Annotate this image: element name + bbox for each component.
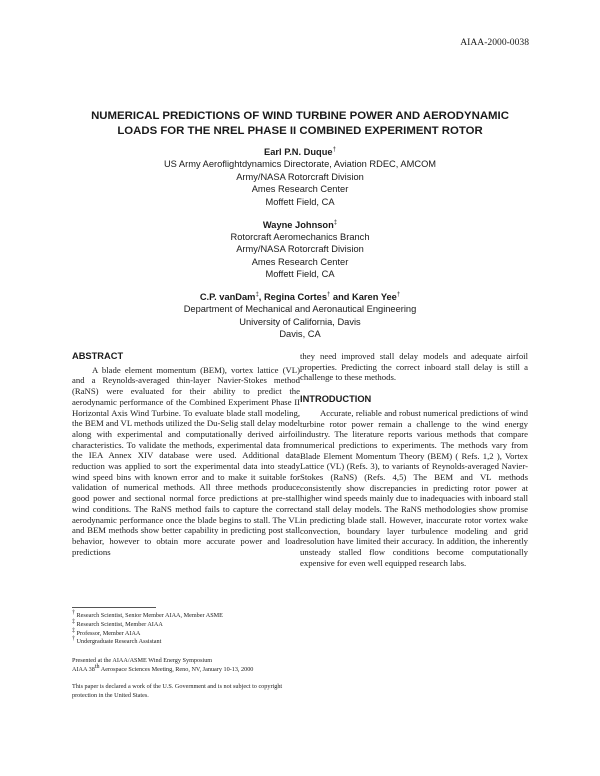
- footnote-mark: †: [332, 146, 336, 153]
- affiliation-line: Army/NASA Rotorcraft Division: [236, 244, 364, 255]
- abstract-continuation: they need improved stall delay models and adequate airfoil properties. Predicting the correct inboard stall delay is still a challenge to these methods.: [300, 351, 528, 383]
- affiliation-line: US Army Aeroflightdynamics Directorate, Aviation RDEC, AMCOM: [163, 159, 437, 170]
- affiliation-line: Moffett Field, CA: [265, 269, 335, 280]
- affiliation-line: Rotorcraft Aeromechanics Branch: [230, 231, 370, 242]
- right-column: [300, 351, 528, 568]
- footnote-divider: [72, 607, 156, 608]
- affiliation-line: Moffett Field, CA: [265, 196, 335, 207]
- footnote: ‡ Professor, Member AIAA: [72, 627, 141, 637]
- author-block: [60, 146, 540, 208]
- abstract-text: A blade element momentum (BEM), vortex lattice (VL) and a Reynolds-averaged thin-layer Navier-Stokes method (RaNS) were evaluated for their ability to predict the aerodynamic performance of the Combined Experiment Phase II Horizontal Axis Wind Turbine. To evaluate blade stall modeling, the BEM and VL methods utilized the Du-Selig stall delay model along with experimental and computationally derived airfoil characteristics. To validate the methods, experimental data from the IEA Annex XIV database were used. Additional data reduction was applied to sort the experimental data into steady wind speed bins with known error and to make it suitable for validation of numerical methods. All three methods produce good power and sectional normal force predictions at pre-stall wind conditions. The RaNS method fails to capture the correct aerodynamic performance once the blade begins to stall. The VL and BEM methods show better capability in predicting post stall behavior, however to obtain more accurate power and load predictions: [72, 364, 300, 557]
- affiliation-line: Ames Research Center: [251, 256, 349, 267]
- author-name: C.P. vanDam: [199, 292, 256, 303]
- author-separator: ,: [258, 292, 264, 303]
- presentation-note: [72, 657, 332, 675]
- author-block: [60, 291, 540, 341]
- affiliation-line: Davis, CA: [279, 329, 321, 340]
- author-name: Earl P.N. Duque: [264, 147, 333, 157]
- affiliation-line: Army/NASA Rotorcraft Division: [236, 171, 364, 182]
- footnote-mark: ‡: [333, 219, 338, 226]
- title-line: NUMERICAL PREDICTIONS OF WIND TURBINE POWER AND AERODYNAMIC: [91, 110, 509, 122]
- footnote: † Research Scientist, Senior Member AIAA, Member ASME: [72, 609, 223, 619]
- author-list: [60, 146, 540, 351]
- footnote: ‡ Research Scientist, Member AIAA: [72, 618, 163, 628]
- author-separator: and: [330, 292, 353, 303]
- presentation-line: AIAA 38th Aerospace Sciences Meeting, Reno, NV, January 10-13, 2000: [72, 663, 254, 673]
- introduction-text: Accurate, reliable and robust numerical predictions of wind turbine rotor power remain a challenge to the wind energy industry. The literature reports various methods that compare numerical predictions to experiments. The methods vary from Blade Element Momentum Theory (BEM) ( Refs. 1,2 ), Vortex Lattice (VL) (Refs. 3), to variants of Reynolds-averaged Navier-Stokes (RaNS) (Refs. 4,5) The BEM and VL methods consistently show discrepancies in predicting rotor power at higher wind speeds mainly due to inadequacies with inboard stall and stall delay models. The RaNS methodologies show promise in predicting blade stall. However, inaccurate rotor vortex wake convection, boundary layer turbulence modeling and grid resolution have limited their accuracy. In addition, the inherently unsteady stalled flow conditions become computationally expensive for even well equipped research labs.: [300, 407, 528, 568]
- introduction-heading: INTRODUCTION: [300, 394, 372, 405]
- government-notice: This paper is declared a work of the U.S. Government and is not subject to copyright protection in the United States.: [72, 683, 283, 699]
- author-name: Regina Cortes: [263, 292, 327, 303]
- paper-id: AIAA-2000-0038: [460, 37, 529, 48]
- paper-title: [60, 109, 540, 139]
- footnote-mark: †: [396, 291, 401, 298]
- affiliation-line: Ames Research Center: [251, 184, 349, 195]
- footnotes: [72, 609, 312, 647]
- abstract-heading: ABSTRACT: [72, 351, 124, 361]
- author-block: [60, 219, 540, 281]
- title-line: LOADS FOR THE NREL PHASE II COMBINED EXPERIMENT ROTOR: [117, 125, 483, 137]
- affiliation-line: University of California, Davis: [239, 316, 361, 327]
- left-column: [72, 351, 300, 557]
- author-name: Karen Yee: [352, 292, 397, 303]
- affiliation-line: Department of Mechanical and Aeronautical Engineering: [183, 304, 417, 315]
- presentation-line: Presented at the AIAA/ASME Wind Energy Symposium: [72, 657, 213, 664]
- author-name: Wayne Johnson: [262, 219, 334, 230]
- footnote: † Undergraduate Research Assistant: [72, 636, 162, 646]
- footnote-mark: ‡: [255, 291, 259, 298]
- footnote-mark: †: [327, 291, 331, 298]
